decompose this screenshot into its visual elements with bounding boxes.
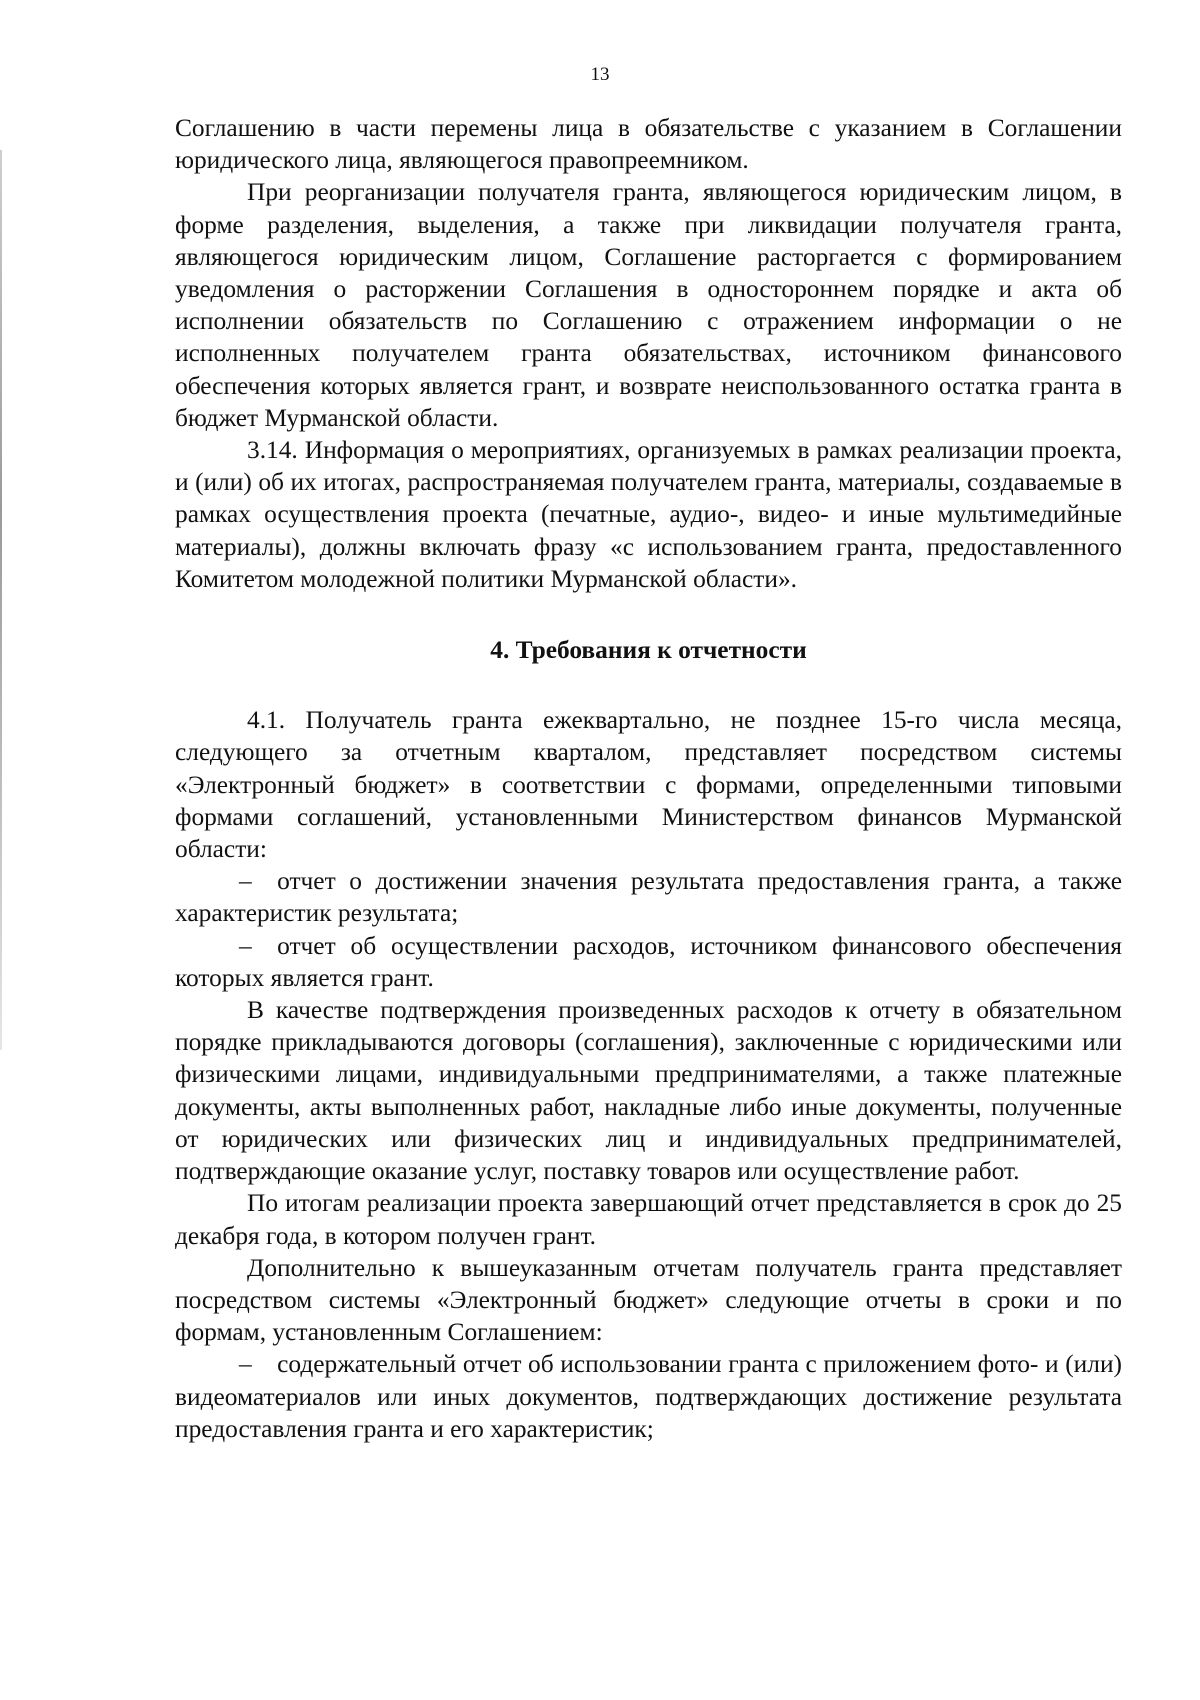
- document-body: [175, 112, 1122, 1445]
- paragraph-3-14: 3.14. Информация о мероприятиях, организуемых в рамках реализации проекта, и (или) об их итогах, распространяемая получателем гранта, материалы, создаваемые в рамках осуществления проекта (печатные, аудио-, видео- и иные мультимедийные материалы), должны включать фразу «с использованием гранта, предоставленного Комитетом молодежной политики Мурманской области».: [175, 436, 1122, 593]
- scan-edge-mark: [0, 150, 2, 1050]
- paragraph-final-report: По итогам реализации проекта завершающий отчет представляется в срок до 25 декабря года, в котором получен грант.: [175, 1189, 1122, 1250]
- page-number: 13: [590, 64, 610, 85]
- paragraph-4-1: 4.1. Получатель гранта ежеквартально, не позднее 15-го числа месяца, следующего за отчетным кварталом, представляет посредством системы «Электронный бюджет» в соответствии с формами, определенными типовыми формами соглашений, установленными Министерством финансов Мурманской области:: [175, 706, 1122, 864]
- list-item: – отчет о достижении значения результата предоставления гранта, а также характеристик результата;: [175, 867, 1122, 928]
- list-item: – отчет об осуществлении расходов, источником финансового обеспечения которых является грант.: [175, 931, 1122, 992]
- list-item: – содержательный отчет об использовании гранта с приложением фото- и (или) видеоматериалов или иных документов, подтверждающих достижение результата предоставления гранта и его характеристик;: [175, 1350, 1122, 1443]
- paragraph-reorganization: При реорганизации получателя гранта, являющегося юридическим лицом, в форме разделения, выделения, а также при ликвидации получателя гранта, являющегося юридическим лицом, Соглашение расторгается с формированием уведомления о расторжении Соглашения в одностороннем порядке и акта об исполнении обязательств по Соглашению с отражением информации о не исполненных получателем гранта обязательствах, источником финансового обеспечения которых является грант, и возврате неиспользованного остатка гранта в бюджет Мурманской области.: [175, 178, 1122, 432]
- paragraph-continuation: Соглашению в части перемены лица в обязательстве с указанием в Соглашении юридического лица, являющегося правопреемником.: [175, 114, 1122, 175]
- paragraph-expense-confirmation: В качестве подтверждения произведенных расходов к отчету в обязательном порядке прикладываются договоры (соглашения), заключенные с юридическими или физическими лицами, индивидуальными предпринимателями, а также платежные документы, акты выполненных работ, накладные либо иные документы, полученные от юридических или физических лиц и индивидуальных предпринимателей, подтверждающие оказание услуг, поставку товаров или осуществление работ.: [175, 996, 1122, 1186]
- section-heading: 4. Требования к отчетности: [490, 636, 807, 665]
- paragraph-additional-reports: Дополнительно к вышеуказанным отчетам получатель гранта представляет посредством системы «Электронный бюджет» следующие отчеты в сроки и по формам, установленным Соглашением:: [175, 1253, 1122, 1347]
